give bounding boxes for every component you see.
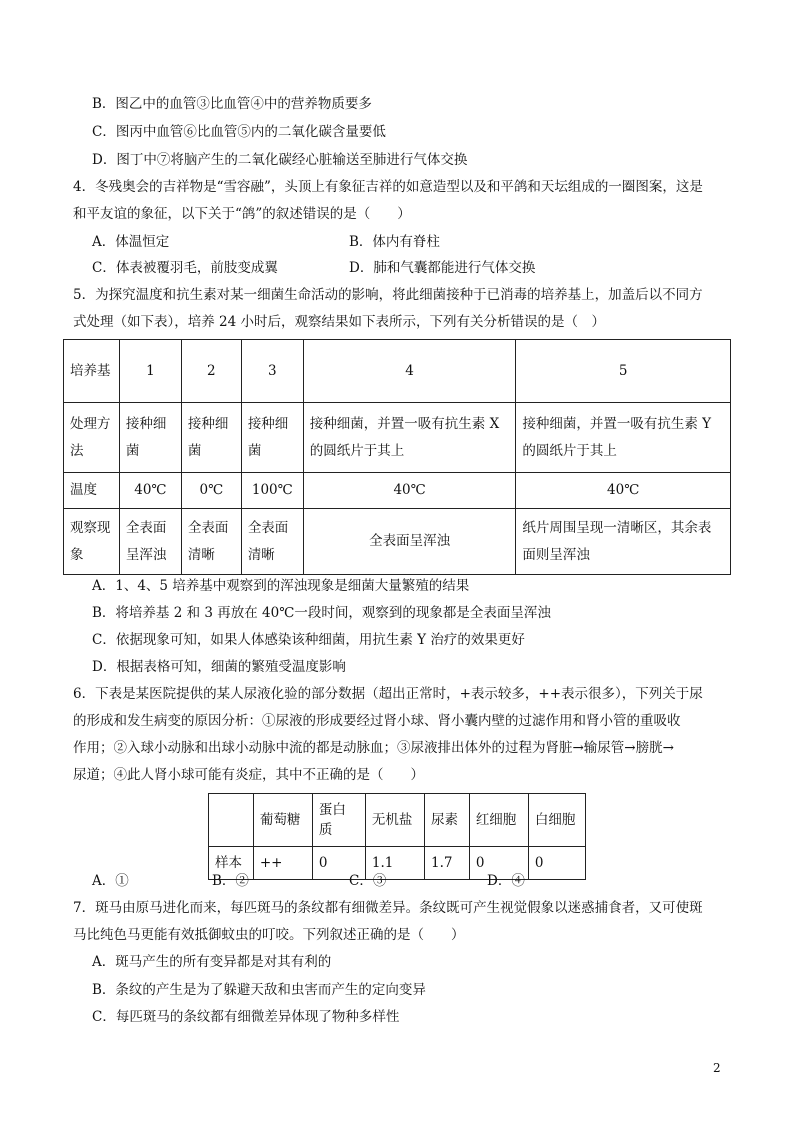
q5-temp-header: 温度 xyxy=(64,473,120,509)
q5-temp-1: 40℃ xyxy=(119,473,181,509)
q6-table-header-row xyxy=(209,794,586,847)
q4-option-b: B．体内有脊柱 xyxy=(349,234,440,250)
q5-treatment-4: 接种细菌，并置一吸有抗生素 X 的圆纸片于其上 xyxy=(303,403,516,473)
q5-treatment-3: 接种细菌 xyxy=(241,403,303,473)
q5-obs-4: 全表面呈浑浊 xyxy=(303,509,516,575)
q5-table-temp-row xyxy=(64,473,731,509)
q5-option-a: A．1、4、5 培养基中观察到的浑浊现象是细菌大量繁殖的结果 xyxy=(92,578,470,594)
q5-col-5: 5 xyxy=(516,340,731,403)
q7-option-a: A．斑马产生的所有变异都是对其有利的 xyxy=(92,954,332,970)
q6-row-label: 样本 xyxy=(209,847,254,880)
q6-header-wbc: 白细胞 xyxy=(528,794,585,847)
q4-stem-line2: 和平友谊的象征，以下关于“鸽”的叙述错误的是（ ） xyxy=(73,206,411,222)
q6-val-salts: 1.1 xyxy=(365,847,424,880)
q5-obs-header: 观察现象 xyxy=(64,509,120,575)
q6-val-glucose: ++ xyxy=(253,847,312,880)
q7-option-b: B．条纹的产生是为了躲避天敌和虫害而产生的定向变异 xyxy=(92,982,426,998)
q6-table-sample-row xyxy=(209,847,586,880)
q6-header-glucose: 葡萄糖 xyxy=(253,794,312,847)
q6-val-urea: 1.7 xyxy=(424,847,469,880)
q6-val-rbc: 0 xyxy=(469,847,528,880)
q6-option-a: A．① xyxy=(92,873,129,889)
q5-option-d: D．根据表格可知，细菌的繁殖受温度影响 xyxy=(92,659,346,675)
q5-col-4: 4 xyxy=(303,340,516,403)
q6-urine-table xyxy=(208,793,586,880)
q6-stem-line2: 的形成和发生病变的原因分析：①尿液的形成要经过肾小球、肾小囊内壁的过滤作用和肾小管的重吸收 xyxy=(73,713,681,729)
q5-obs-2: 全表面清晰 xyxy=(181,509,241,575)
q5-treatment-1: 接种细菌 xyxy=(119,403,181,473)
q5-obs-5: 纸片周围呈现一清晰区，其余表面则呈浑浊 xyxy=(516,509,731,575)
q6-header-empty xyxy=(209,794,254,847)
q6-val-wbc: 0 xyxy=(528,847,585,880)
q5-obs-3: 全表面清晰 xyxy=(241,509,303,575)
q6-option-d: D．④ xyxy=(487,873,525,889)
q5-obs-1: 全表面呈浑浊 xyxy=(119,509,181,575)
q5-treatment-header: 处理方法 xyxy=(64,403,120,473)
q5-stem-line1: 5．为探究温度和抗生素对某一细菌生命活动的影响，将此细菌接种于已消毒的培养基上，加盖后以不同方 xyxy=(73,287,703,303)
q7-option-c: C．每匹斑马的条纹都有细微差异体现了物种多样性 xyxy=(92,1009,400,1025)
q5-treatment-5: 接种细菌，并置一吸有抗生素 Y 的圆纸片于其上 xyxy=(516,403,731,473)
q6-header-protein: 蛋白质 xyxy=(312,794,365,847)
page-number: 2 xyxy=(713,1061,721,1075)
q6-val-protein: 0 xyxy=(312,847,365,880)
q5-table-obs-row xyxy=(64,509,731,575)
q5-col-3: 3 xyxy=(241,340,303,403)
q7-stem-line1: 7．斑马由原马进化而来，每匹斑马的条纹都有细微差异。条纹既可产生视觉假象以迷惑捕食者，又可使斑 xyxy=(73,900,703,916)
q7-stem-line2: 马比纯色马更能有效抵御蚊虫的叮咬。下列叙述正确的是（ ） xyxy=(73,927,465,943)
q5-option-c: C．依据现象可知，如果人体感染该种细菌，用抗生素 Y 治疗的效果更好 xyxy=(92,632,525,648)
q5-table-treatment-row xyxy=(64,403,731,473)
q6-stem-line1: 6．下表是某医院提供的某人尿液化验的部分数据（超出正常时，+表示较多，++表示很多），下列关于尿 xyxy=(73,686,703,702)
q6-header-urea: 尿素 xyxy=(424,794,469,847)
q6-stem-line3: 作用；②入球小动脉和出球小动脉中流的都是动脉血；③尿液排出体外的过程为肾脏→输尿管→膀胱→ xyxy=(73,740,674,756)
q5-col-1: 1 xyxy=(119,340,181,403)
q5-culture-table xyxy=(63,339,731,575)
q5-temp-4: 40℃ xyxy=(303,473,516,509)
q3-option-c: C．图丙中血管⑥比血管⑤内的二氧化碳含量要低 xyxy=(92,124,386,140)
q5-temp-2: 0℃ xyxy=(181,473,241,509)
q5-temp-3: 100℃ xyxy=(241,473,303,509)
q5-stem-line2: 式处理（如下表），培养 24 小时后，观察结果如下表所示，下列有关分析错误的是（ ） xyxy=(73,314,606,330)
q6-stem-line4: 尿道；④此人肾小球可能有炎症，其中不正确的是（ ） xyxy=(73,767,424,783)
q5-temp-5: 40℃ xyxy=(516,473,731,509)
q6-option-c: C．③ xyxy=(349,873,387,889)
q5-option-b: B．将培养基 2 和 3 再放在 40℃一段时间，观察到的现象都是全表面呈浑浊 xyxy=(92,605,551,621)
q6-header-rbc: 红细胞 xyxy=(469,794,528,847)
q5-treatment-2: 接种细菌 xyxy=(181,403,241,473)
q5-row-header: 培养基 xyxy=(64,340,120,403)
q6-header-salts: 无机盐 xyxy=(365,794,424,847)
q5-col-2: 2 xyxy=(181,340,241,403)
q4-stem-line1: 4．冬残奥会的吉祥物是“雪容融”，头顶上有象征吉祥的如意造型以及和平鸽和天坛组成的一圈图案，这是 xyxy=(73,179,703,195)
q3-option-d: D．图丁中⑦将脑产生的二氧化碳经心脏输送至肺进行气体交换 xyxy=(92,152,468,168)
q4-option-a: A．体温恒定 xyxy=(92,234,170,250)
q4-option-d: D．肺和气囊都能进行气体交换 xyxy=(349,260,536,276)
q3-option-b: B．图乙中的血管③比血管④中的营养物质要多 xyxy=(92,96,372,112)
q5-table-header-row xyxy=(64,340,731,403)
q4-option-c: C．体表被覆羽毛，前肢变成翼 xyxy=(92,260,278,276)
q6-option-b: B．② xyxy=(212,873,249,889)
